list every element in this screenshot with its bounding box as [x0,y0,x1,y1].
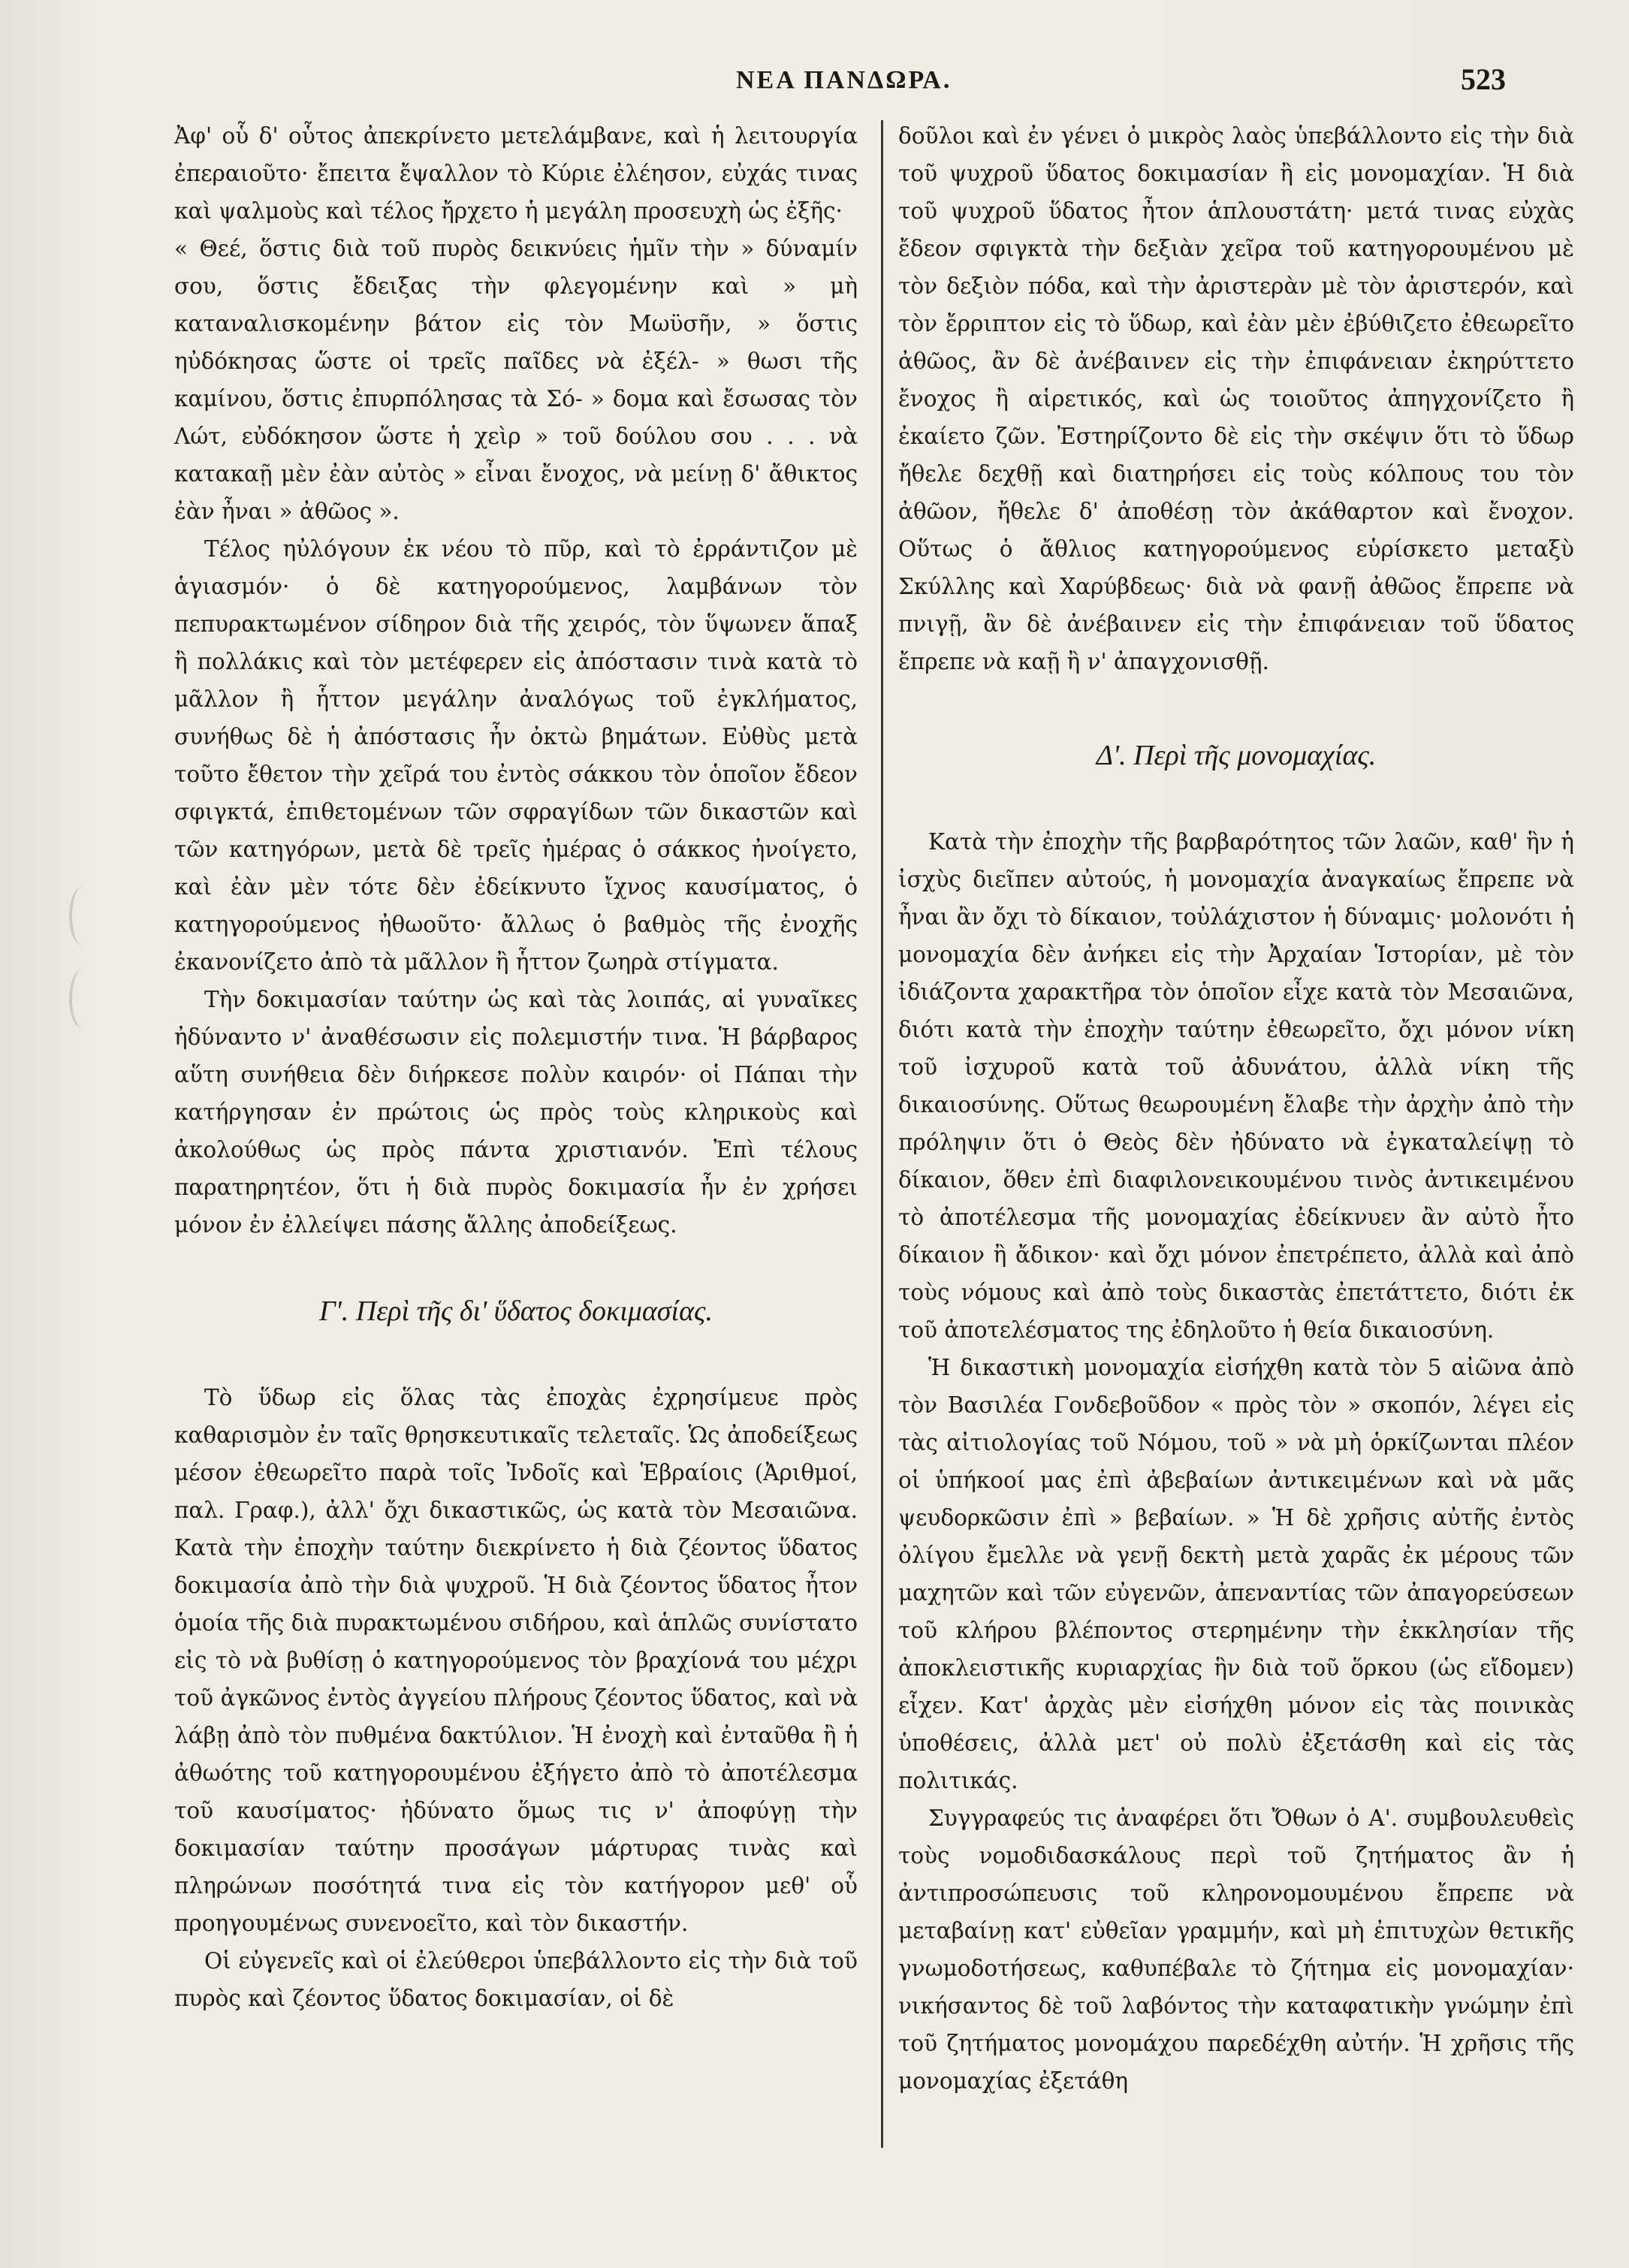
right-column [898,117,1574,2100]
section-heading: Δ'. Περὶ τῆς μονομαχίας. [1096,740,1377,771]
paragraph: Οἱ εὐγενεῖς καὶ οἱ ἐλεύθεροι ὑπεβάλλοντο εἰς τὴν διὰ τοῦ πυρὸς καὶ ζέοντος ὕδατος δοκιμασίαν, οἱ δὲ [174,1948,858,2011]
paragraph: δοῦλοι καὶ ἐν γένει ὁ μικρὸς λαὸς ὑπεβάλλοντο εἰς τὴν διὰ τοῦ ψυχροῦ ὕδατος δοκιμασίαν ἢ εἰς μονομαχίαν. Ἡ διὰ τοῦ ψυχροῦ ὕδατος ἦτον ἁπλουστάτη· μετά τινας εὐχὰς ἔδεον σφιγκτὰ τὴν δεξιὰν χεῖρα τοῦ κατηγορουμένου μὲ τὸν δεξιὸν πόδα, καὶ τὴν ἀριστερὰν μὲ τὸν ἀριστερόν, καὶ τὸν ἔρριπτον εἰς τὸ ὕδωρ, καὶ ἐὰν μὲν ἐβύθιζετο ἐθεωρεῖτο ἀθῶος, ἂν δὲ ἀνέβαινεν εἰς τὴν ἐπιφάνειαν ἐκηρύττετο ἔνοχος ἢ αἱρετικός, καὶ ὡς τοιοῦτος ἀπηγχονίζετο ἢ ἐκαίετο ζῶν. Ἐστηρίζοντο δὲ εἰς τὴν σκέψιν ὅτι τὸ ὕδωρ ἤθελε δεχθῇ καὶ διατηρήσει εἰς τοὺς κόλπους του τὸν ἀθῶον, ἤθελε δ' ἀποθέσῃ τὸν ἀκάθαρτον καὶ ἔνοχον. Οὕτως ὁ ἄθλιος κατηγορούμενος εὑρίσκετο μεταξὺ Σκύλλης καὶ Χαρύβδεως· διὰ νὰ φανῇ ἀθῶος ἔπρεπε νὰ πνιγῇ, ἂν δὲ ἀνέβαινεν εἰς τὴν ἐπιφάνειαν τοῦ ὕδατος ἔπρεπε νὰ καῇ ἢ ν' ἀπαγχονισθῇ. [898,123,1574,674]
page-smudge [69,969,98,1029]
paragraph: Κατὰ τὴν ἐποχὴν τῆς βαρβαρότητος τῶν λαῶν, καθ' ἣν ἡ ἰσχὺς διεῖπεν αὐτούς, ἡ μονομαχία ἀναγκαίως ἔπρεπε νὰ ἦναι ἂν ὄχι τὸ δίκαιον, τοὐλάχιστον ἡ δύναμις· μολονότι ἡ μονομαχία δὲν ἀνήκει εἰς τὴν Ἀρχαίαν Ἱστορίαν, μὲ τὸν ἰδιάζοντα χαρακτῆρα τὸν ὁποῖον εἶχε κατὰ τὸν Μεσαιῶνα, διότι κατὰ τὴν ἐποχὴν ταύτην ἐθεωρεῖτο, ὄχι μόνον νίκη τοῦ ἰσχυροῦ κατὰ τοῦ ἀδυνάτου, ἀλλὰ νίκη τῆς δικαιοσύνης. Οὕτως θεωρουμένη ἔλαβε τὴν ἀρχὴν ἀπὸ τὴν πρόληψιν ὅτι ὁ Θεὸς δὲν ἠδύνατο νὰ ἐγκαταλείψῃ τὸ δίκαιον, ὅθεν ἐπὶ διαφιλονεικουμένου τινὸς ἀντικειμένου τὸ ἀποτέλεσμα τῆς μονομαχίας ἐδείκνυεν ἂν αὐτὸ ἦτο δίκαιον ἢ ἄδικον· καὶ ὄχι μόνον ἐπετρέπετο, ἀλλὰ καὶ ἀπὸ τοὺς νόμους καὶ ἀπὸ τοὺς δικαστὰς ἐπετάττετο, διότι ἐκ τοῦ ἀποτελέσματος της ἐδηλοῦτο ἡ θεία δικαιοσύνη. [898,829,1574,1343]
column-rule [881,120,883,2148]
section-heading: Γ'. Περὶ τῆς δι' ὕδατος δοκιμασίας. [319,1295,713,1327]
paragraph: Τὸ ὕδωρ εἰς ὅλας τὰς ἐποχὰς ἐχρησίμευε πρὸς καθαρισμὸν ἐν ταῖς θρησκευτικαῖς τελεταῖς. Ὡς ἀποδείξεως μέσον ἐθεωρεῖτο παρὰ τοῖς Ἰνδοῖς καὶ Ἑβραίοις (Ἀριθμοί, παλ. Γραφ.), ἀλλ' ὄχι δικαστικῶς, ὡς κατὰ τὸν Μεσαιῶνα. Κατὰ τὴν ἐποχὴν ταύτην διεκρίνετο ἡ διὰ ζέοντος ὕδατος δοκιμασία ἀπὸ τὴν διὰ ψυχροῦ. Ἡ διὰ ζέοντος ὕδατος ἦτον ὁμοία τῆς διὰ πυρακτωμένου σιδήρου, καὶ ἁπλῶς συνίστατο εἰς τὸ νὰ βυθίσῃ ὁ κατηγορούμενος τὸν βραχίονά του μέχρι τοῦ ἀγκῶνος ἐντὸς ἀγγείου πλήρους ζέοντος ὕδατος, καὶ νὰ λάβῃ ἀπὸ τὸν πυθμένα δακτύλιον. Ἡ ἐνοχὴ καὶ ἐνταῦθα ἢ ἡ ἀθωότης τοῦ κατηγορουμένου ἐξήγετο ἀπὸ τὸ ἀποτέλεσμα τοῦ καυσίματος· ἠδύνατο ὅμως τις ν' ἀποφύγῃ τὴν δοκιμασίαν ταύτην προσάγων μάρτυρας τινὰς καὶ πληρώνων ποσότητά τινα εἰς τὸν κατήγορον μεθ' οὗ προηγουμένως συνενοεῖτο, καὶ τὸν δικαστήν. [174,1385,858,1936]
paragraph: Ἀφ' οὗ δ' οὗτος ἀπεκρίνετο μετελάμβανε, καὶ ἡ λειτουργία ἐπεραιοῦτο· ἔπειτα ἔψαλλον τὸ Κύριε ἐλέησον, εὐχάς τινας καὶ ψαλμοὺς καὶ τέλος ἤρχετο ἡ μεγάλη προσευχὴ ὡς ἐξῆς· [174,123,858,224]
page-number: 523 [1461,62,1506,96]
left-column [174,117,858,2017]
paragraph: Τέλος ηὐλόγουν ἐκ νέου τὸ πῦρ, καὶ τὸ ἐρράντιζον μὲ ἁγιασμόν· ὁ δὲ κατηγορούμενος, λαμβάνων τὸν πεπυρακτωμένον σίδηρον διὰ τῆς χειρός, τὸν ὕψωνεν ἅπαξ ἢ πολλάκις καὶ τὸν μετέφερεν εἰς ἀπόστασιν τινὰ κατὰ τὸ μᾶλλον ἢ ἧττον μεγάλην ἀναλόγως τοῦ ἐγκλήματος, συνήθως δὲ ἡ ἀπόστασις ἦν ὀκτὼ βημάτων. Εὐθὺς μετὰ τοῦτο ἔθετον τὴν χεῖρά του ἐντὸς σάκκου τὸν ὁποῖον ἔδεον σφιγκτά, ἐπιθετομένων τῶν σφραγίδων τῶν δικαστῶν καὶ τῶν κατηγόρων, μετὰ δὲ τρεῖς ἡμέρας ὁ σάκκος ἠνοίγετο, καὶ ἐὰν μὲν τότε δὲν ἐδείκνυτο ἴχνος καυσίματος, ὁ κατηγορούμενος ἠθωοῦτο· ἄλλως ὁ βαθμὸς τῆς ἐνοχῆς ἐκανονίζετο ἀπὸ τὰ μᾶλλον ἢ ἧττον ζωηρὰ στίγματα. [174,536,858,975]
paragraph: Τὴν δοκιμασίαν ταύτην ὡς καὶ τὰς λοιπάς, αἱ γυναῖκες ἠδύναντο ν' ἀναθέσωσιν εἰς πολεμιστήν τινα. Ἡ βάρβαρος αὕτη συνήθεια δὲν διήρκεσε πολὺν καιρόν· οἱ Πάπαι τὴν κατήργησαν ἐν πρώτοις ὡς πρὸς τοὺς κληρικοὺς καὶ ἀκολούθως ὡς πρὸς πάντα χριστιανόν. Ἐπὶ τέλους παρατηρητέον, ὅτι ἡ διὰ πυρὸς δοκιμασία ἦν ἐν χρήσει μόνον ἐν ἐλλείψει πάσης ἄλλης ἀποδείξεως. [174,987,858,1238]
page-smudge [69,886,98,946]
paragraph: Συγγραφεύς τις ἀναφέρει ὅτι Ὄθων ὁ Α'. συμβουλευθεὶς τοὺς νομοδιδασκάλους περὶ τοῦ ζητήματος ἂν ἡ ἀντιπροσώπευσις τοῦ κληρονομουμένου ἔπρεπε νὰ μεταβαίνῃ κατ' εὐθεῖαν γραμμήν, καὶ μὴ ἐπιτυχὼν θετικῆς γνωμοδοτήσεως, καθυπέβαλε τὸ ζήτημα εἰς μονομαχίαν· νικήσαντος δὲ τοῦ λαβόντος τὴν καταφατικὴν γνώμην ἐπὶ τοῦ ζητήματος μονομάχου παρεδέχθη αὐτήν. Ἡ χρῆσις τῆς μονομαχίας ἐξετάθη [898,1805,1574,2094]
prayer-quote: « Θεέ, ὅστις διὰ τοῦ πυρὸς δεικνύεις ἡμῖν τὴν » δύναμίν σου, ὅστις ἔδειξας τὴν φλεγομένην καὶ » μὴ καταναλισκομένην βάτον εἰς τὸν Μωϋσῆν, » ὅστις ηὐδόκησας ὥστε οἱ τρεῖς παῖδες νὰ ἐξέλ- » θωσι τῆς καμίνου, ὅστις ἐπυρπόλησας τὰ Σό- » δομα καὶ ἔσωσας τὸν Λώτ, εὐδόκησον ὥστε ἡ χεὶρ » τοῦ δούλου σου . . . νὰ κατακαῇ μὲν ἐὰν αὐτὸς » εἶναι ἔνοχος, νὰ μείνῃ δ' ἄθικτος ἐὰν ἦναι » ἀθῶος ». [174,236,858,524]
running-head: ΝΕΑ ΠΑΝΔΩΡΑ. [736,66,952,94]
paragraph: Ἡ δικαστικὴ μονομαχία εἰσήχθη κατὰ τὸν 5 αἰῶνα ἀπὸ τὸν Βασιλέα Γονδεβοῦδον « πρὸς τὸν » σκοπόν, λέγει εἰς τὰς αἰτιολογίας τοῦ Νόμου, τοῦ » νὰ μὴ ὁρκίζωνται πλέον οἱ ὑπήκοοί μας ἐπὶ ἀβεβαίων ἀντικειμένων καὶ νὰ μᾶς ψευδορκῶσιν ἐπὶ » βεβαίων. » Ἡ δὲ χρῆσις αὐτῆς ἐντὸς ὀλίγου ἔμελλε νὰ γενῇ δεκτὴ μετὰ χαρᾶς ἐκ μέρους τῶν μαχητῶν καὶ τῶν εὐγενῶν, ἀπεναντίας τῶν ἀπαγορεύσεων τοῦ κλήρου βλέποντος στερημένην τὴν ἐκκλησίαν τῆς ἀποκλειστικῆς κυριαρχίας ἣν διὰ τοῦ ὅρκου (ὡς εἴδομεν) εἶχεν. Κατ' ἀρχὰς μὲν εἰσήχθη μόνον εἰς τὰς ποινικὰς ὑποθέσεις, ἀλλὰ μετ' οὐ πολὺ ἐξετάσθη καὶ εἰς τὰς πολιτικάς. [898,1355,1574,1793]
